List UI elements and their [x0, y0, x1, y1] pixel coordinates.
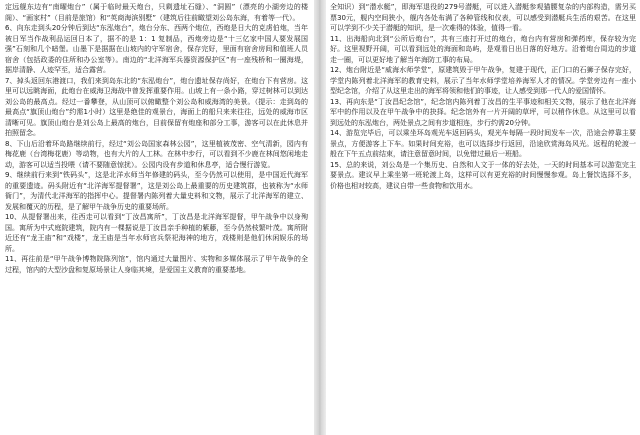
right-paragraph: 11、出海船向北到“公所后炮台”，共有三座打开过的炮台，炮台内有营房和弹药库，保存较为完好。这里视野开阔，可以看到远处的海面和岛屿，是观看日出日落的好地方。沿着炮台周边的步道走一圈，可以更好地了解当年海防工事的布局。	[330, 34, 636, 64]
right-paragraph: 15、总的来说，刘公岛是一个集历史、自然和人文于一体的好去处，一天的时间基本可以游览完主要景点。建议早上乘坐第一班轮渡上岛，这样可以有更充裕的时间慢慢参观。岛上餐饮选择不多，价格也相对较高，建议自带一些食物和饮用水。	[330, 160, 636, 190]
left-paragraph: 8、下山后沿着环岛路继续前行，经过“刘公岛国家森林公园”，这里植被茂密、空气清新，园内有梅花鹿（台湾梅花鹿）等动物，也有大片的人工林。在林中步行，可以看到不少鹿在林间悠闲地走动，游客可以适当投喂（请不要随意惊扰）。公园内设有步道和休息亭，适合慢行游览。	[5, 139, 308, 169]
left-paragraph: 10、从提督署出来，往西走可以看到“丁汝昌寓所”，丁汝昌是北洋海军提督，甲午战争中以身殉国。寓所为中式庭院建筑，院内有一棵据说是丁汝昌亲手种植的紫藤，至今仍然枝繁叶茂。寓所附近还有“龙王庙”和“戏楼”，龙王庙是当年水师官兵祭祀海神的地方，戏楼则是他们休闲娱乐的场所。	[5, 213, 308, 253]
left-paragraph: 6、向东走到头20分钟后到达“东泓炮台”，炮台分东、西两个炮位，西炮是日大的克虏伯炮，当年被日军当作战利品运回日本了，据不的是 1：1 复制品，西炮旁边是“十三亿家中国人要发展国强”石刻和几个暗堡。山墨下是据据在山坡内的守军宿舍，保存完好，里面有宿舍房间和值班人员宿舍（包括政委的住所和办公室等）。南边的“北洋海军兵器资源保护区”有一座残桥和一圈海堤，据岸清静、人迹罕至，适合露营。	[5, 24, 308, 74]
left-paragraph: 定远舰东边有“南曜炮台”（属于临时最天炮台，只剩遗址石缝）、“洞圆”（漂亮的小湖旁边的楼阁）、“画家村”（目前是旅馆）和“英商海滨别墅”（建筑后往前瞰望刘公岛东海，有着等一代）。	[5, 3, 308, 22]
page-gutter	[314, 0, 326, 435]
left-paragraph: 7、掉头返回东港渡口，我们来到岛东北的“东泓炮台”，炮台遗址保存尚好，在炮台下有营房。这里可以远眺海面，此炮台在威海卫海战中曾发挥重要作用。山坡上有一条小路，穿过树林可以到达刘公岛的最高点。经过一番攀登，从山顶可以俯瞰整个刘公岛和威海湾的美景。（提示：走到岛的最高点“旗顶山炮台”约需1小时）这里是绝佳的观景台，海面上的船只来来往往，远处的威海市区清晰可见。旗顶山炮台是刘公岛上最高的炮台，目前保留有炮座和部分工事，游客可以在此休息并拍照留念。	[5, 76, 308, 137]
right-paragraph: 13、再向东是“丁汝昌纪念馆”，纪念馆内陈列着丁汝昌的生平事迹和相关文物，展示了他在北洋海军中的作用以及在甲午战争中的抉择。纪念馆外有一片开阔的草坪，可以稍作休息。从这里可以看到远处的东泓炮台，两处景点之间有步道相连，步行约需20分钟。	[330, 97, 636, 127]
right-paragraph: 14、游览完毕后，可以乘坐环岛观光车返回码头，观光车每隔一段时间发车一次，沿途会停靠主要景点，方便游客上下车。如果时间充裕，也可以选择步行返回，沿途欣赏海岛风光。返程的轮渡一般在下午五点前结束，请注意留意时间，以免错过最后一班船。	[330, 129, 636, 158]
right-page	[328, 0, 640, 435]
left-paragraph: 11、再往前是“甲午战争博物院陈列馆”，馆内通过大量图片、实物和多媒体展示了甲午战争的全过程，馆内的大型沙盘和复原场景让人身临其境，是爱国主义教育的重要基地。	[5, 255, 308, 274]
right-paragraph: 全知识）到“潜水艇”，即海军退役的279号潜艇，可以进入潜艇参观猫腰复杂的内部构造，需另买票30元，舰内空间狭小，舰内各处布满了各种管线和仪表，可以感受到潜艇兵生活的艰苦。在这里可以学到不少关于潜艇的知识，是一次难得的体验，值得一看。	[330, 3, 636, 32]
left-paragraph: 9、继续前行来到“铁码头”，这是北洋水师当年修建的码头，至今仍然可以使用，是中国近代海军的重要遗迹。码头附近有“北洋海军提督署”，这是刘公岛上最重要的历史建筑群，也被称为“水师衙门”，为清代北洋海军的指挥中心。提督署内陈列着大量史料和文物，展示了北洋海军的建立、发展和覆灭的历程，是了解甲午战争历史的重要场所。	[5, 171, 308, 211]
right-paragraph: 12、炮台附近是“威海水师学堂”，原建筑毁于甲午战争，复建于现代，正门口的石狮子保存完好，学堂内陈列着北洋海军的教育史料，展示了当年水师学堂培养海军人才的情况。学堂旁边有一座小型纪念馆，介绍了从这里走出的海军将领和他们的事迹，让人感受到那一代人的爱国情怀。	[330, 66, 636, 95]
left-page	[0, 0, 312, 435]
